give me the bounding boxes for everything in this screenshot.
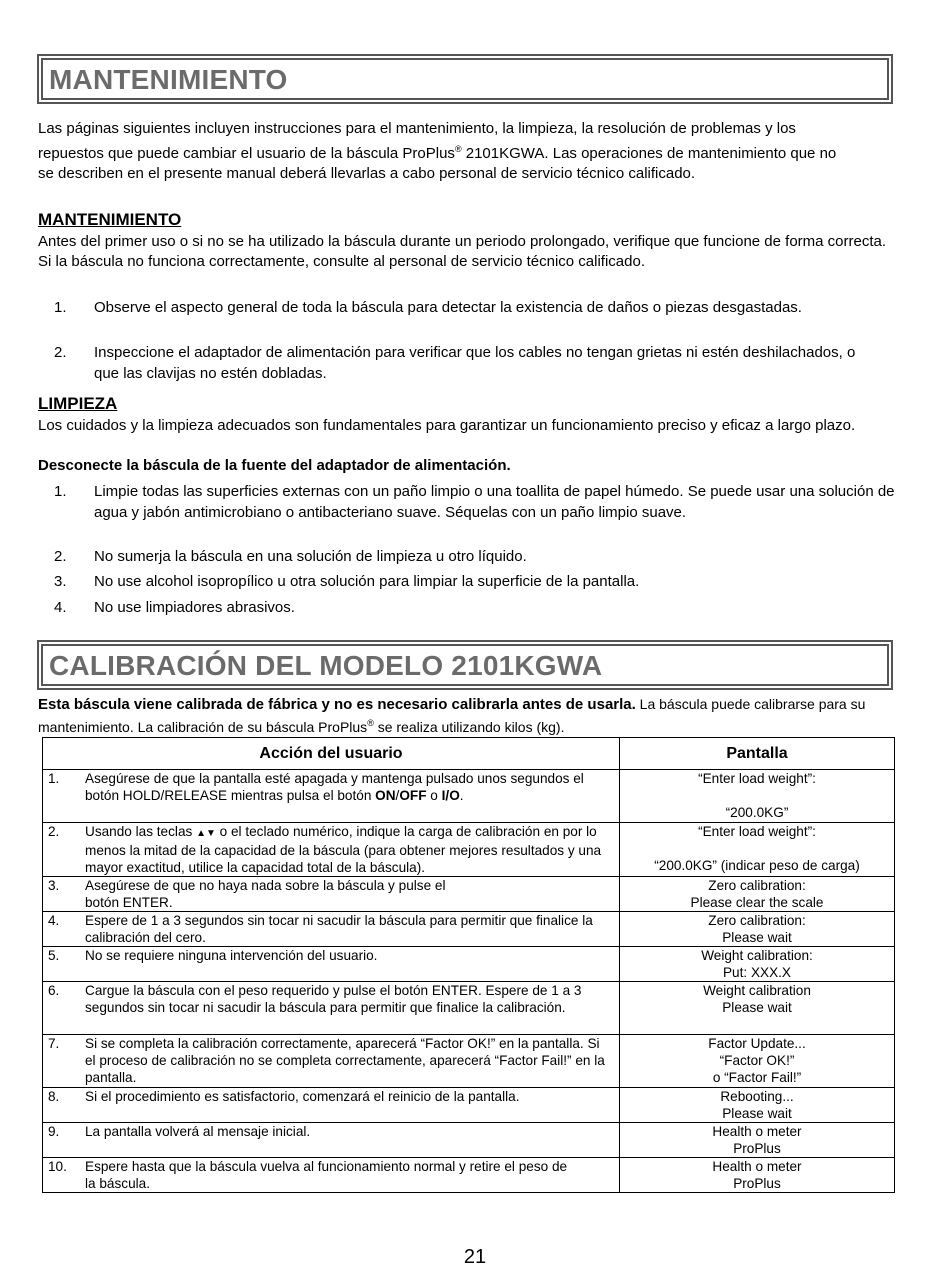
item-text: No sumerja la báscula en una solución de limpieza u otro líquido. <box>94 548 527 565</box>
maintenance-subtitle: MANTENIMIENTO <box>38 210 182 229</box>
step-number: 9. <box>48 1124 60 1139</box>
display-cell <box>620 912 895 947</box>
item-text: No use limpiadores abrasivos. <box>94 599 295 616</box>
item-text: Inspeccione el adaptador de alimentación para verificar que los cables no tengan grietas ni estén deshilachados, o que las clavijas no estén dobladas. <box>94 344 856 382</box>
step-text-part: o <box>426 788 442 803</box>
table-row <box>43 1088 895 1123</box>
action-cell <box>43 982 620 1035</box>
registered-mark: ® <box>367 718 374 728</box>
table-row <box>43 770 895 823</box>
step-number: 4. <box>48 913 60 928</box>
display-line: Please wait <box>722 1106 792 1121</box>
maintenance-header-title: MANTENIMIENTO <box>49 64 288 95</box>
step-number: 5. <box>48 948 60 963</box>
display-cell <box>620 823 895 877</box>
display-line <box>620 787 894 804</box>
step-text-part: Asegúrese de que la pantalla esté apagada y mantenga pulsado unos segundos el botón HOLD/RELEASE mientras pulsa el botón <box>85 771 584 803</box>
item-text: Limpie todas las superficies externas con un paño limpio o una toallita de papel húmedo. Se puede usar una solución de agua y jabón antimicrobiano o antibacteriano suave. Séquelas con un paño limpio suave. <box>94 483 895 521</box>
calibration-intro <box>38 695 908 737</box>
item-number: 3. <box>54 573 67 590</box>
calibration-intro-text-1: La báscula puede calibrarse para su mantenimiento. La calibración de su báscula ProPlus <box>38 696 866 735</box>
step-text-part: Usando las teclas <box>85 824 197 839</box>
item-number: 2. <box>54 548 67 565</box>
table-row <box>43 912 895 947</box>
display-line: ProPlus <box>733 1141 781 1156</box>
display-line: “200.0KG” (indicar peso de carga) <box>654 858 860 873</box>
action-cell <box>43 823 620 877</box>
display-line: “Factor OK!” <box>719 1053 795 1068</box>
display-line <box>620 840 894 857</box>
step-number: 10. <box>48 1159 67 1174</box>
display-line: Weight calibration: <box>701 948 813 963</box>
step-text: No se requiere ninguna intervención del usuario. <box>85 948 378 963</box>
table-row <box>43 947 895 982</box>
page-number: 21 <box>463 1246 487 1268</box>
step-text-part: . <box>459 788 464 803</box>
display-cell <box>620 1123 895 1158</box>
step-text: Si el procedimiento es satisfactorio, comenzará el reinicio de la pantalla. <box>85 1089 520 1104</box>
step-number: 8. <box>48 1089 60 1104</box>
display-line: Please wait <box>722 1000 792 1015</box>
step-text <box>85 770 613 804</box>
display-line: ProPlus <box>733 1176 781 1191</box>
action-cell <box>43 1035 620 1088</box>
display-line: Rebooting... <box>720 1089 794 1104</box>
item-number: 2. <box>54 344 67 361</box>
display-cell <box>620 770 895 823</box>
display-cell <box>620 1035 895 1088</box>
item-number: 1. <box>54 483 67 500</box>
calibration-header-title: CALIBRACIÓN DEL MODELO 2101KGWA <box>49 650 603 681</box>
io-label: I/O <box>441 788 460 803</box>
table-row <box>43 1035 895 1088</box>
display-line: Put: XXX.X <box>722 965 791 980</box>
action-cell <box>43 1123 620 1158</box>
calibration-table <box>42 737 895 1193</box>
maintenance-intro-text-1: Las páginas siguientes incluyen instrucciones para el mantenimiento, la limpieza, la resolución de problemas y los repuestos que puede cambiar el usuario de la báscula ProPlus <box>38 120 796 162</box>
step-number: 2. <box>48 824 60 839</box>
display-cell <box>620 877 895 912</box>
maintenance-intro <box>38 119 838 184</box>
display-line: Factor Update... <box>708 1036 806 1051</box>
step-number: 7. <box>48 1036 60 1051</box>
step-text <box>85 823 613 876</box>
step-text-part: / <box>395 788 400 803</box>
step-text: Asegúrese de que no haya nada sobre la báscula y pulse el botón ENTER. <box>85 878 446 910</box>
table-header-row <box>43 738 895 770</box>
action-cell <box>43 912 620 947</box>
table-row <box>43 982 895 1035</box>
display-line: “200.0KG” <box>725 805 789 820</box>
step-number: 1. <box>48 771 60 786</box>
display-line: Zero calibration: <box>708 878 806 893</box>
action-cell <box>43 947 620 982</box>
cleaning-warning: Desconecte la báscula de la fuente del adaptador de alimentación. <box>38 457 511 474</box>
table-row <box>43 823 895 877</box>
step-number: 3. <box>48 878 60 893</box>
display-cell <box>620 982 895 1035</box>
display-line: Health o meter <box>712 1124 802 1139</box>
item-number: 4. <box>54 599 67 616</box>
column-header-display: Pantalla <box>620 738 895 770</box>
display-line: Weight calibration <box>703 983 811 998</box>
display-line: “Enter load weight”: <box>698 771 816 786</box>
column-header-action: Acción del usuario <box>43 738 620 770</box>
cleaning-title: LIMPIEZA <box>38 394 118 413</box>
calibration-intro-bold: Esta báscula viene calibrada de fábrica y no es necesario calibrarla antes de usarla. <box>38 696 636 713</box>
display-line: Zero calibration: <box>708 913 806 928</box>
step-text: Si se completa la calibración correctamente, aparecerá “Factor OK!” en la pantalla. Si el proceso de calibración no se completa correctamente, aparecerá “Factor Fail!” en la pantalla. <box>85 1036 605 1085</box>
action-cell <box>43 877 620 912</box>
display-line: o “Factor Fail!” <box>712 1070 802 1085</box>
up-down-arrow-icon: ▲▼ <box>196 828 216 839</box>
item-text: Observe el aspecto general de toda la báscula para detectar la existencia de daños o piezas desgastadas. <box>94 299 802 316</box>
maintenance-sub-text: Antes del primer uso o si no se ha utilizado la báscula durante un periodo prolongado, verifique que funcione de forma correcta. Si la báscula no funciona correctamente, consulte al personal de servicio técnico calificado. <box>38 233 887 270</box>
display-line: Health o meter <box>712 1159 802 1174</box>
calibration-intro-text-2: se realiza utilizando kilos (kg). <box>373 719 565 735</box>
step-text-part: o el teclado numérico, indique la carga de calibración en por lo menos la mitad de la capacidad de la báscula (para obtener mejores resultados y una mayor exactitud, utilice la capacidad total de la báscula). <box>85 824 602 875</box>
display-cell <box>620 1158 895 1193</box>
registered-mark: ® <box>454 144 462 154</box>
step-text: Espere hasta que la báscula vuelva al funcionamiento normal y retire el peso de la báscula. <box>85 1159 568 1191</box>
item-text: No use alcohol isopropílico u otra solución para limpiar la superficie de la pantalla. <box>94 573 640 590</box>
action-cell <box>43 1158 620 1193</box>
action-cell <box>43 1088 620 1123</box>
calibration-section-header <box>37 640 893 690</box>
step-text: Espere de 1 a 3 segundos sin tocar ni sacudir la báscula para permitir que finalice la calibración del cero. <box>85 913 593 945</box>
display-line: Please wait <box>722 930 792 945</box>
display-line: “Enter load weight”: <box>698 824 816 839</box>
step-number: 6. <box>48 983 60 998</box>
step-text: Cargue la báscula con el peso requerido y pulse el botón ENTER. Espere de 1 a 3 segundos sin tocar ni sacudir la báscula para permitir que finalice la calibración. <box>85 983 582 1015</box>
maintenance-intro-text-2: 2101KGWA. Las operaciones de mantenimiento que no se describen en el presente manual deberá llevarlas a cabo personal de servicio técnico calificado. <box>38 145 837 182</box>
display-cell <box>620 1088 895 1123</box>
off-label: OFF <box>399 788 427 803</box>
display-cell <box>620 947 895 982</box>
action-cell <box>43 770 620 823</box>
display-line: Please clear the scale <box>690 895 824 910</box>
table-row <box>43 1123 895 1158</box>
on-label: ON <box>375 788 396 803</box>
table-row <box>43 877 895 912</box>
table-row <box>43 1158 895 1193</box>
step-text: La pantalla volverá al mensaje inicial. <box>85 1124 311 1139</box>
cleaning-text: Los cuidados y la limpieza adecuados son fundamentales para garantizar un funcionamiento preciso y eficaz a largo plazo. <box>38 417 856 434</box>
maintenance-section-header <box>37 54 893 104</box>
item-number: 1. <box>54 299 67 316</box>
